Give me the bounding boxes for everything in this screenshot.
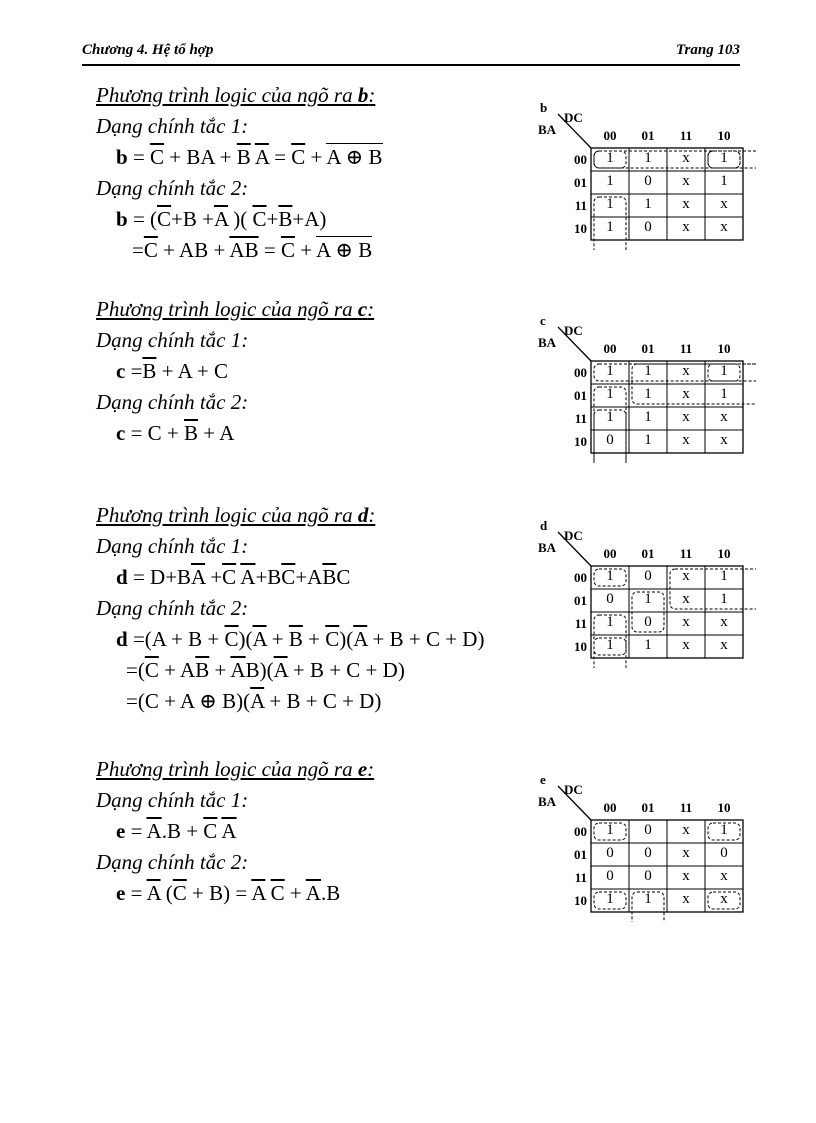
kmap-cell: 0 [644,868,652,884]
kmap-cell: 1 [644,386,652,402]
kmap-cell: 0 [720,845,728,861]
karnaugh-map-c [536,313,756,463]
section-c [96,294,536,449]
kmap-cell: x [720,868,728,884]
kmap-cell: 0 [644,822,652,838]
kmap-output-label: e [540,772,546,787]
kmap-cell: 1 [720,173,728,189]
chapter-title: Chương 4. Hệ tổ hợp [82,42,214,58]
karnaugh-map-b [536,100,756,250]
section-title: Phương trình logic của ngõ ra e: [96,757,375,781]
kmap-col-header: 01 [641,128,655,143]
kmap-cell: x [682,196,690,212]
karnaugh-map-d [536,518,756,668]
kmap-row-header: 10 [574,434,587,449]
kmap-col-header: 00 [603,128,617,143]
section-title: Phương trình logic của ngõ ra c: [96,297,375,321]
kmap-row-header: 00 [574,570,587,585]
kmap-cell: 1 [606,637,614,653]
kmap-cell: 1 [720,363,728,379]
kmap-cell: x [682,219,690,235]
kmap-cell: 1 [644,891,652,907]
kmap-cell: x [682,173,690,189]
kmap-cell: x [682,432,690,448]
kmap-row-header: 11 [574,411,587,426]
kmap-row-header: 00 [574,365,587,380]
kmap-cell: x [682,363,690,379]
kmap-cell: 1 [606,219,614,235]
kmap-row-header: 01 [574,175,587,190]
page-header [82,40,740,66]
kmap-row-var-label: BA [538,540,557,555]
kmap-col-header: 10 [717,128,731,143]
kmap-row-header: 01 [574,593,587,608]
equation-b-2: $b = (\overline{C}+B +\overline{A}$ )( $\overline{C}+\overline{B}+A$) [116,207,327,231]
equation-b-1: $b = \overline{C}$ + BA + $\overline{B}$ $\overline{A} = \overline{C} + A$ ⊕ B [116,145,383,169]
kmap-cell: 1 [720,591,728,607]
kmap-row-header: 01 [574,847,587,862]
kmap-cell: 1 [644,409,652,425]
kmap-cell: x [682,891,690,907]
equation-b-3: $=\overline{C}$ + AB + $\overline{AB} = \overline{C} + A$ ⊕ B [132,238,373,262]
form-1-label: Dạng chính tắc 1: [96,114,249,138]
kmap-cell: 1 [644,196,652,212]
form-2-label: Dạng chính tắc 2: [96,850,249,874]
kmap-col-header: 10 [717,341,731,356]
equation-e-1: $e = \overline{A}.B + \overline{C}$ $\overline{A}$ [116,819,237,843]
kmap-cell: 1 [606,150,614,166]
kmap-cell: 1 [606,173,614,189]
kmap-col-header: 00 [603,800,617,815]
form-1-label: Dạng chính tắc 1: [96,328,249,352]
kmap-cell: 1 [606,196,614,212]
kmap-cell: 1 [606,363,614,379]
kmap-cell: x [720,196,728,212]
form-1-label: Dạng chính tắc 1: [96,534,249,558]
kmap-cell: 0 [644,173,652,189]
kmap-row-header: 10 [574,639,587,654]
kmap-row-header: 10 [574,221,587,236]
equation-e-2: $e = \overline{A}$ $(\overline{C} + B) = \overline{A}$ $\overline{C} + \overline{A}.B$ [116,881,341,905]
section-title: Phương trình logic của ngõ ra b: [96,83,376,107]
kmap-col-header: 01 [641,341,655,356]
kmap-cell: 1 [606,822,614,838]
kmap-col-header: 01 [641,546,655,561]
section-d [96,500,536,717]
kmap-col-header: 01 [641,800,655,815]
kmap-row-header: 00 [574,824,587,839]
kmap-cell: 1 [644,591,652,607]
kmap-cell: 1 [720,568,728,584]
kmap-cell: 1 [606,386,614,402]
kmap-row-var-label: BA [538,794,557,809]
kmap-cell: 1 [644,150,652,166]
kmap-cell: x [720,409,728,425]
form-1-label: Dạng chính tắc 1: [96,788,249,812]
kmap-row-var-label: BA [538,122,557,137]
equation-d-4: =(C + A ⊕ $B)(\overline{A} + B + C + D)$ [126,689,382,713]
kmap-cell: 1 [644,432,652,448]
kmap-col-header: 10 [717,546,731,561]
kmap-cell: x [682,568,690,584]
kmap-cell: x [682,614,690,630]
kmap-row-var-label: BA [538,335,557,350]
kmap-cell: 1 [644,363,652,379]
kmap-row-header: 01 [574,388,587,403]
kmap-cell: x [682,150,690,166]
section-title: Phương trình logic của ngõ ra d: [96,503,376,527]
kmap-output-label: b [540,100,548,115]
kmap-cell: 0 [606,432,614,448]
kmap-cell: 1 [720,150,728,166]
kmap-col-var-label: DC [564,323,583,338]
form-2-label: Dạng chính tắc 2: [96,596,249,620]
kmap-col-header: 10 [717,800,731,815]
page-number: Trang 103 [675,42,740,58]
kmap-row-header: 11 [574,198,587,213]
kmap-cell: x [720,432,728,448]
kmap-cell: 0 [644,845,652,861]
equation-c-2: $c = C + \overline{B} + A$ [116,421,235,445]
kmap-cell: 0 [644,219,652,235]
kmap-row-header: 11 [574,870,587,885]
kmap-cell: x [682,845,690,861]
kmap-cell: 0 [606,868,614,884]
kmap-cell: x [720,614,728,630]
kmap-col-var-label: DC [564,528,583,543]
kmap-col-header: 11 [679,546,693,561]
kmap-cell: 1 [720,822,728,838]
kmap-row-header: 10 [574,893,587,908]
kmap-cell: x [682,591,690,607]
kmap-output-label: d [540,518,548,533]
kmap-cell: x [682,822,690,838]
kmap-cell: 1 [606,568,614,584]
equation-d-2: $d =(A + B + \overline{C})(\overline{A} + \overline{B} + \overline{C})(\overline{A} + B + C + D)$ [116,627,485,651]
kmap-cell: 0 [606,845,614,861]
kmap-col-header: 11 [679,800,693,815]
form-2-label: Dạng chính tắc 2: [96,176,249,200]
kmap-cell: 1 [720,386,728,402]
kmap-cell: 0 [606,591,614,607]
equation-d-3: $=(\overline{C} + A\overline{B} + \overline{A}B)(\overline{A} + B + C + D)$ [126,658,405,682]
kmap-cell: x [720,637,728,653]
kmap-col-header: 11 [679,341,693,356]
kmap-row-header: 00 [574,152,587,167]
kmap-cell: x [682,868,690,884]
kmap-cell: 1 [606,891,614,907]
kmap-cell: 1 [606,614,614,630]
kmap-col-var-label: DC [564,110,583,125]
kmap-cell: 0 [644,568,652,584]
form-2-label: Dạng chính tắc 2: [96,390,249,414]
kmap-cell: x [682,409,690,425]
section-e [96,754,536,909]
kmap-col-header: 00 [603,546,617,561]
kmap-cell: x [682,386,690,402]
kmap-col-var-label: DC [564,782,583,797]
section-b [96,80,536,266]
kmap-cell: x [682,637,690,653]
kmap-row-header: 11 [574,616,587,631]
kmap-cell: x [720,891,728,907]
equation-c-1: $c =\overline{B} + A + C$ [116,359,228,383]
equation-d-1: $d = D+B\overline{A} +\overline{C}$ $\overline{A}+B\overline{C}+A\overline{B}C$ [116,565,351,589]
kmap-cell: 0 [644,614,652,630]
kmap-output-label: c [540,313,546,328]
kmap-cell: 1 [644,637,652,653]
kmap-cell: x [720,219,728,235]
kmap-cell: 1 [606,409,614,425]
karnaugh-map-e [536,772,756,922]
kmap-col-header: 00 [603,341,617,356]
kmap-col-header: 11 [679,128,693,143]
